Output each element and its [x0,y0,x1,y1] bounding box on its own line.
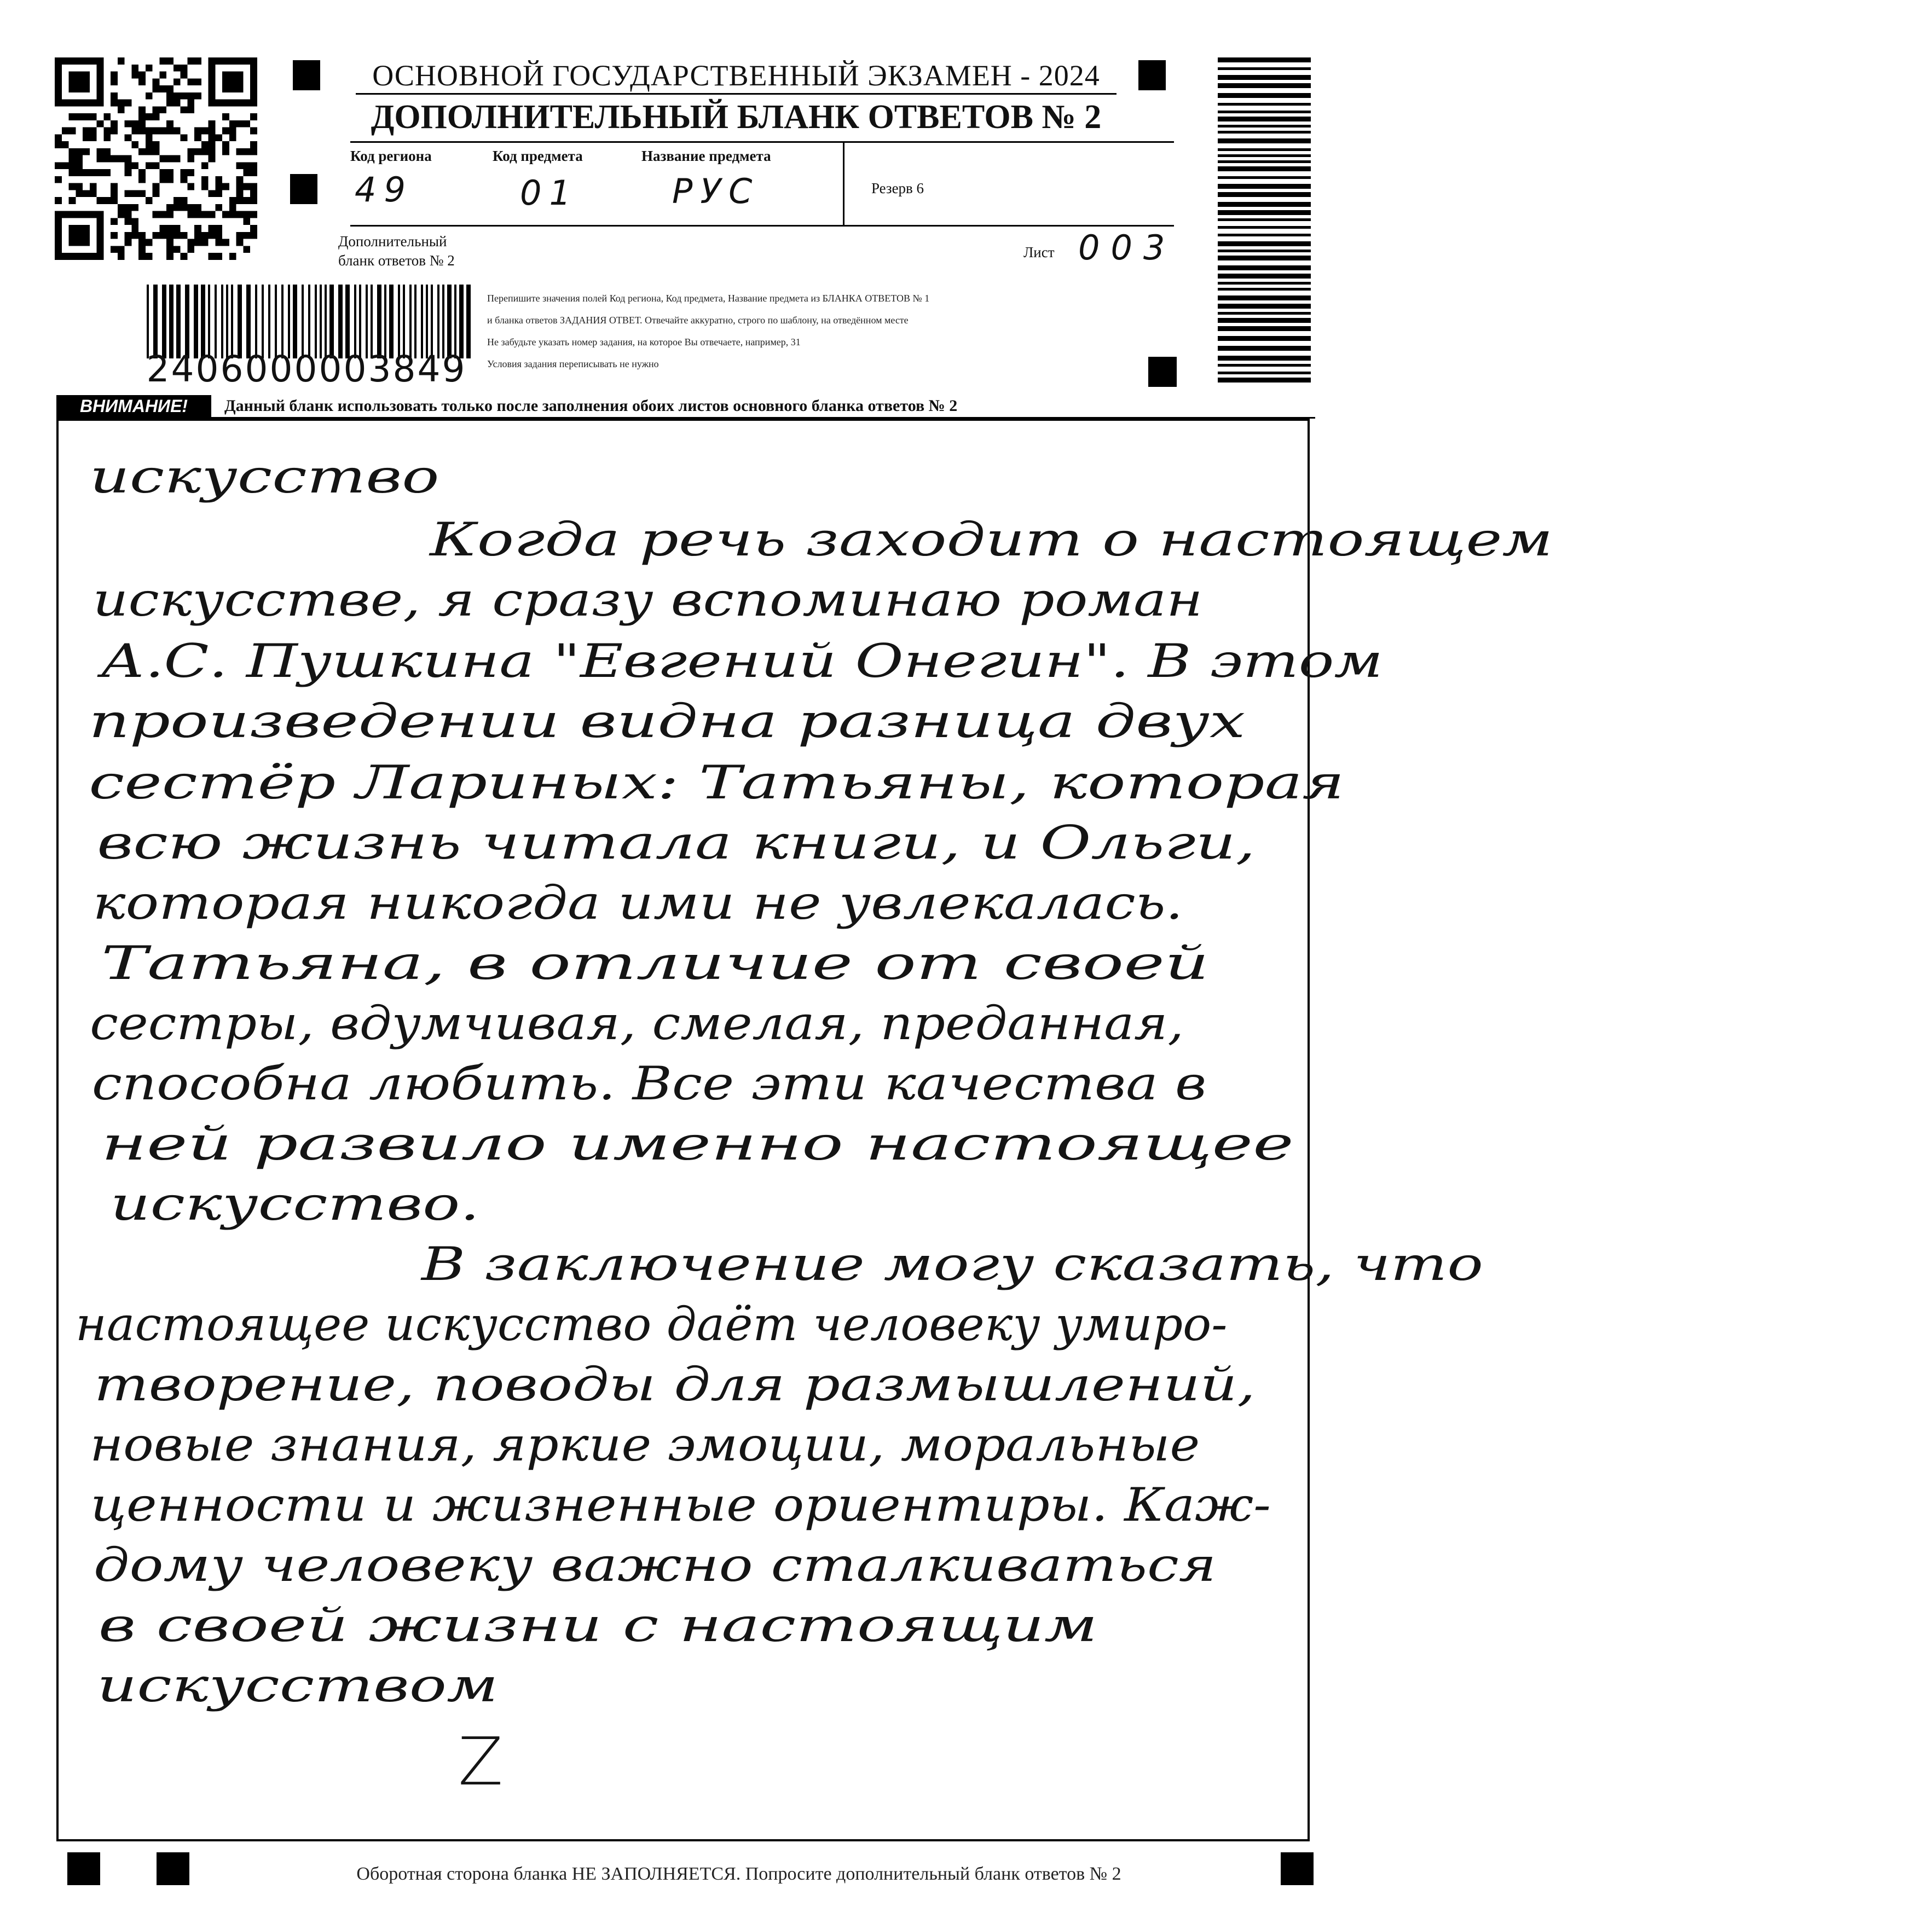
answer-line-19: дому человеку важно сталкиваться [93,1538,1217,1592]
answer-line-20: в своей жизни с настоящим [98,1598,1098,1652]
answer-line-13: искусство. [110,1177,480,1231]
end-mark: Z [458,1724,504,1800]
form-title: ДОПОЛНИТЕЛЬНЫЙ БЛАНК ОТВЕТОВ № 2 [371,98,1102,136]
answer-line-4: А.С. Пушкина "Евгений Онегин". В этом [100,634,1383,688]
reserve-label: Резерв 6 [871,180,924,196]
answer-line-12: ней развило именно настоящее [101,1117,1294,1170]
form-id-line1: Дополнительный [338,233,447,250]
answer-line-15: настоящее искусство даёт человеку умиро- [75,1297,1228,1351]
answer-line-5: произведении видна разница двух [89,694,1246,748]
registration-mark-bottom-right [1281,1852,1314,1885]
answer-line-21: искусством [97,1659,499,1712]
registration-mark-right [1148,357,1177,387]
region-code-value: 49 [355,170,413,210]
subject-code-value: 01 [520,173,579,213]
answer-line-3: искусстве, я сразу вспоминаю роман [92,573,1203,627]
registration-mark-left [290,174,317,204]
attention-badge: ВНИМАНИЕ! [56,395,211,417]
qr-code [55,57,257,260]
subject-name-label: Название предмета [641,148,771,164]
form-barcode [147,285,470,358]
title-rule [356,93,1117,95]
footer-note: Оборотная сторона бланка НЕ ЗАПОЛНЯЕТСЯ. Попросите дополнительный бланк ответов № 2 [356,1864,1121,1884]
answer-line-18: ценности и жизненные ориентиры. Каж- [90,1478,1271,1532]
registration-mark-top-left [293,60,320,90]
answer-line-1: искусство [89,450,439,503]
answer-line-2: Когда речь заходит о настоящем [430,513,1553,566]
registration-mark-bottom-left-1 [67,1852,100,1885]
registration-mark-top-right [1138,60,1166,90]
answer-line-10: сестры, вдумчивая, смелая, преданная, [90,996,1184,1050]
instruction-line-1: Перепишите значения полей Код региона, Код предмета, Название предмета из БЛАНКА ОТВЕТОВ № 1 [487,293,930,304]
instruction-line-2: и бланка ответов ЗАДАНИЯ ОТВЕТ. Отвечайте аккуратно, строго по шаблону, на отведённом месте [487,315,909,326]
answer-line-16: творение, поводы для размышлений, [94,1358,1256,1411]
answer-line-7: всю жизнь читала книги, и Ольги, [97,816,1256,870]
instruction-line-4: Условия задания переписывать не нужно [487,358,659,369]
vertical-barcode [1218,57,1311,386]
subject-name-value: РУС [672,171,760,211]
answer-line-14: В заключение могу сказать, что [421,1237,1483,1291]
barcode-digits: 2406000003849 [146,348,467,390]
instruction-line-3: Не забудьте указать номер задания, на которое Вы отвечаете, например, 31 [487,337,801,347]
region-code-label: Код региона [350,148,432,164]
answer-line-9: Татьяна, в отличие от своей [101,936,1210,990]
registration-mark-bottom-left-2 [157,1852,189,1885]
form-id-line2: бланк ответов № 2 [338,252,455,269]
answer-line-17: новые знания, яркие эмоции, моральные [90,1418,1200,1471]
answer-line-6: сестёр Лариных: Татьяны, которая [89,756,1345,809]
answer-line-11: способна любить. Все эти качества в [91,1057,1207,1110]
subject-code-label: Код предмета [493,148,583,164]
exam-title: ОСНОВНОЙ ГОСУДАРСТВЕННЫЙ ЭКЗАМЕН - 2024 [372,59,1100,92]
sheet-label: Лист [1023,244,1055,260]
attention-text: Данный бланк использовать только после заполнения обоих листов основного бланка ответов № 2 [224,397,958,415]
sheet-number: 003 [1078,228,1176,268]
answer-line-8: которая никогда ими не увлекалась. [92,876,1183,930]
answer-area [56,419,1553,1841]
